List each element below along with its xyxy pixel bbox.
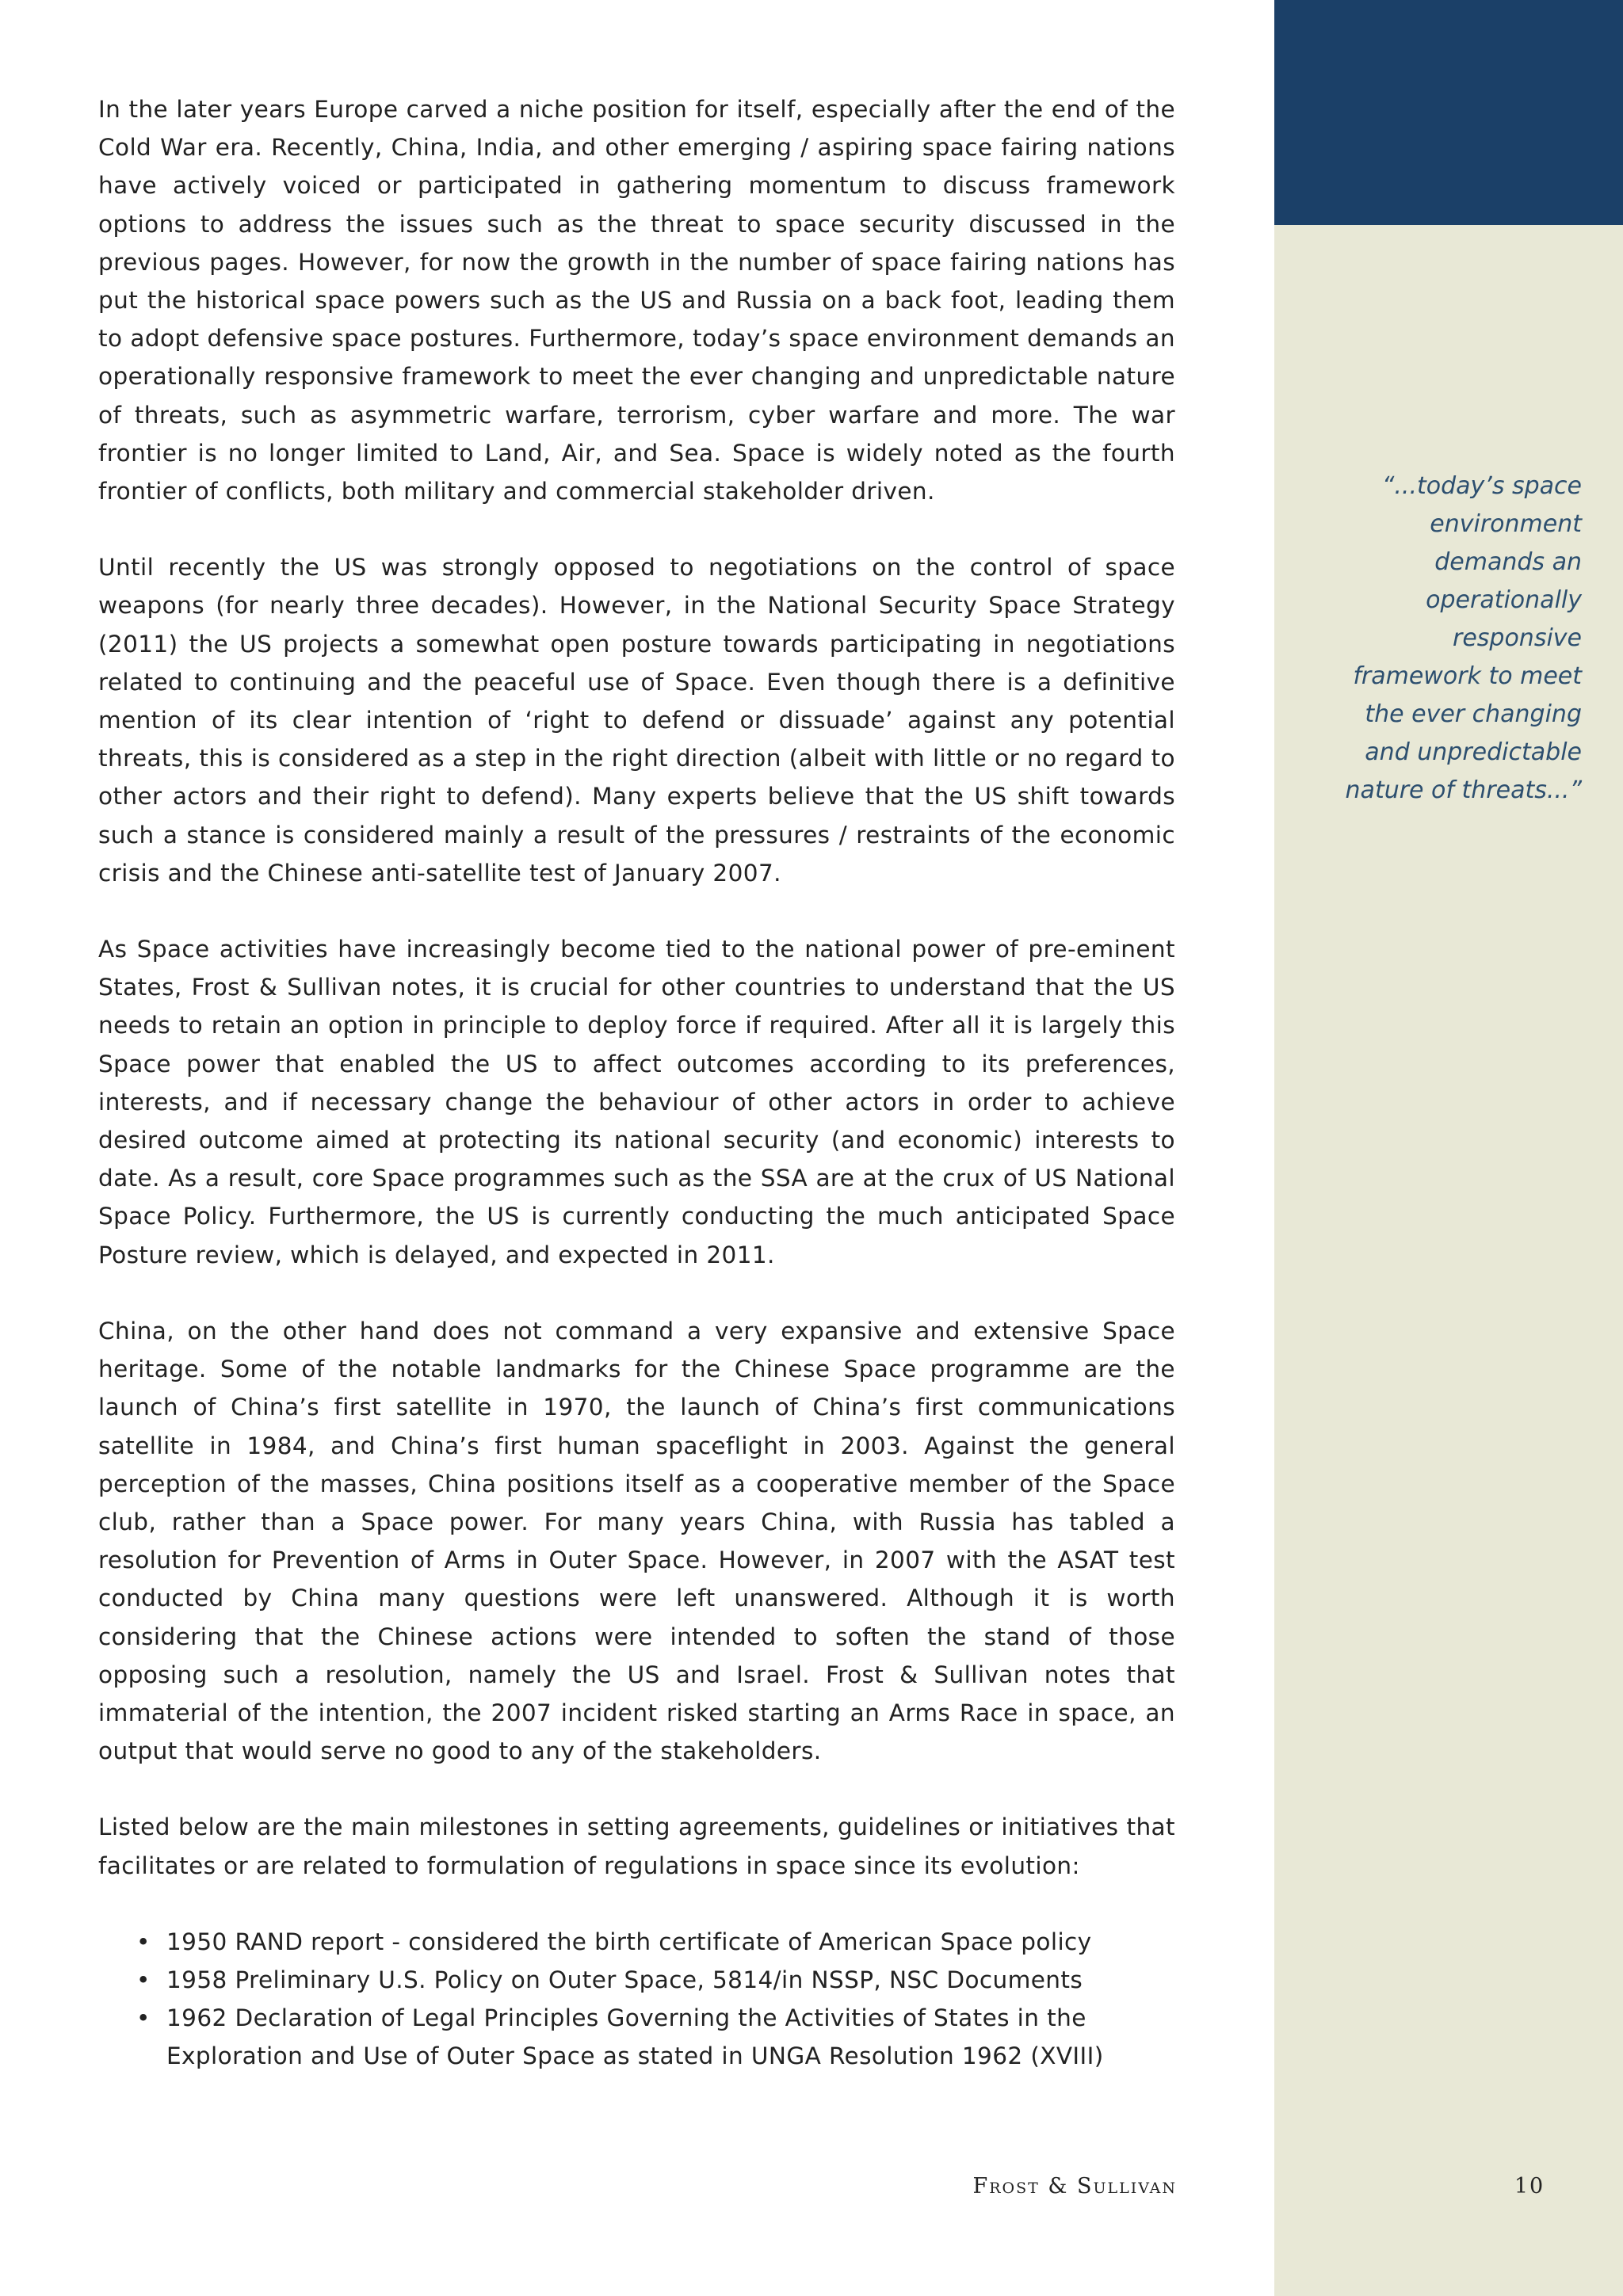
body-paragraph-4: China, on the other hand does not command a very expansive and extensive Space heritage. Some of the notable landmarks for the Chinese Space programme are the launch of China’s first satellite in 1970, the launch of China’s first communications satellite in 1984, and China’s first human spaceflight in 2003. Against the general perception of the masses, China positions itself as a cooperative member of the Space club, rather than a Space power. For many years China, with Russia has tabled a resolution for Prevention of Arms in Outer Space. However, in 2007 with the ASAT test conducted by China many questions were left unanswered. Although it is worth considering that the Chinese actions were intended to soften the stand of those opposing such a resolution, namely the US and Israel. Frost & Sullivan notes that immaterial of the intention, the 2007 incident risked starting an Arms Race in space, an output that would serve no good to any of the stakeholders. <box>98 1317 1175 1765</box>
main-content <box>98 90 1175 2076</box>
sidebar-top-band <box>1274 0 1623 225</box>
milestone-text: 1950 RAND report - considered the birth certificate of American Space policy <box>166 1928 1092 1955</box>
footer-brand: Frost & Sullivan <box>972 2174 1177 2199</box>
sidebar-panel <box>1274 0 1623 2296</box>
milestone-text: 1958 Preliminary U.S. Policy on Outer Space, 5814/in NSSP, NSC Documents <box>166 1966 1083 1993</box>
bullet-icon: • <box>136 2004 151 2032</box>
body-paragraph-2: Until recently the US was strongly opposed to negotiations on the control of space weapons (for nearly three decades). However, in the National Security Space Strategy (2011) the US projects a somewhat open posture towards participating in negotiations related to continuing and the peaceful use of Space. Even though there is a definitive mention of its clear intention of ‘right to defend or dissuade’ against any potential threats, this is considered as a step in the right direction (albeit with little or no regard to other actors and their right to defend). Many experts believe that the US shift towards such a stance is considered mainly a result of the pressures / restraints of the economic crisis and the Chinese anti-satellite test of January 2007. <box>98 554 1175 887</box>
bullet-icon: • <box>136 1966 151 1993</box>
milestone-text: 1962 Declaration of Legal Principles Governing the Activities of States in the Exploration and Use of Outer Space as stated in UNGA Resolution 1962 (XVIII) <box>166 2004 1104 2070</box>
milestones-intro: Listed below are the main milestones in setting agreements, guidelines or initiatives that facilitates or are related to formulation of regulations in space since its evolution: <box>98 1814 1175 1879</box>
body-paragraph-3: As Space activities have increasingly become tied to the national power of pre-eminent States, Frost & Sullivan notes, it is crucial for other countries to understand that the US needs to retain an option in principle to deploy force if required. After all it is largely this Space power that enabled the US to affect outcomes according to its preferences, interests, and if necessary change the behaviour of other actors in order to achieve desired outcome aimed at protecting its national security (and economic) interests to date. As a result, core Space programmes such as the SSA are at the crux of US National Space Policy. Furthermore, the US is currently conducting the much anticipated Space Posture review, which is delayed, and expected in 2011. <box>98 936 1175 1268</box>
list-item <box>136 1999 1175 2075</box>
pull-quote: “...today’s space environment demands an operationally responsive framework to meet the ever changing and unpredictable nature of threats...” <box>1345 472 1582 804</box>
bullet-icon: • <box>136 1928 151 1955</box>
milestones-list <box>98 1923 1175 2076</box>
list-item <box>136 1961 1175 1999</box>
body-paragraph-1: In the later years Europe carved a niche position for itself, especially after the end of the Cold War era. Recently, China, India, and other emerging / aspiring space fairing nations have actively voiced or participated in gathering momentum to discuss framework options to address the issues such as the threat to space security discussed in the previous pages. However, for now the growth in the number of space fairing nations has put the historical space powers such as the US and Russia on a back foot, leading them to adopt defensive space postures. Furthermore, today’s space environment demands an operationally responsive framework to meet the ever changing and unpredictable nature of threats, such as asymmetric warfare, terrorism, cyber warfare and more. The war frontier is no longer limited to Land, Air, and Sea. Space is widely noted as the fourth frontier of conflicts, both military and commercial stakeholder driven. <box>98 96 1175 505</box>
list-item <box>136 1923 1175 1961</box>
page-number: 10 <box>1514 2174 1545 2199</box>
